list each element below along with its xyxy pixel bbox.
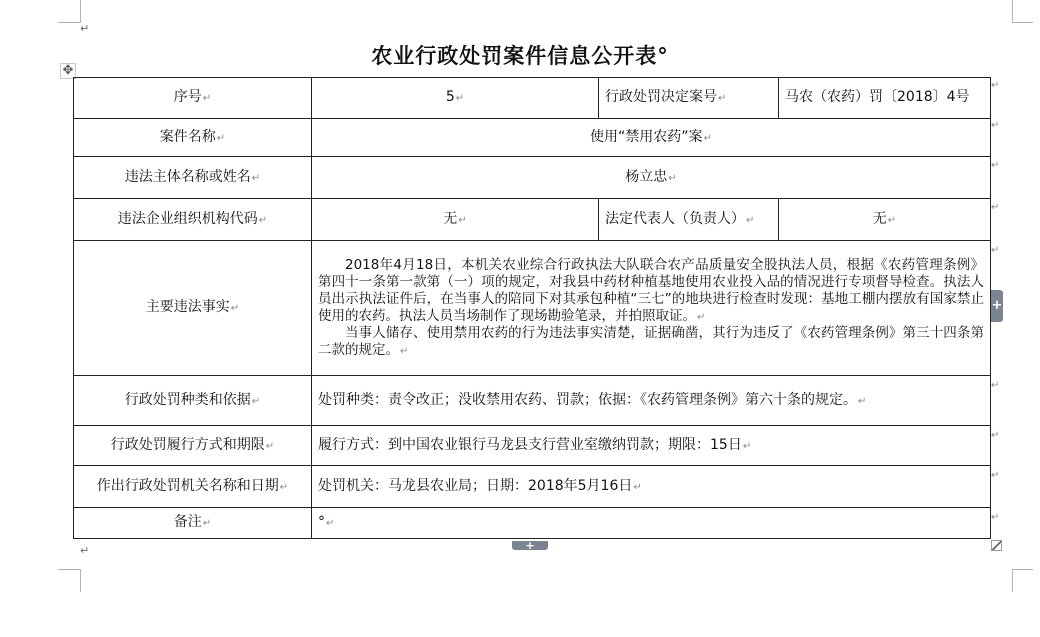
table-cell[interactable] — [599, 199, 779, 241]
cell-mark: ↵ — [668, 172, 677, 184]
cell-mark: ↵ — [251, 172, 261, 184]
row-end-mark: ↵ — [991, 80, 1000, 91]
page-corner-mark — [58, 0, 81, 23]
cell-mark: ↵ — [265, 440, 275, 452]
table-cell[interactable] — [599, 78, 779, 119]
remarks-value: ° — [318, 514, 325, 531]
authority-label: 作出行政处罚机关名称和日期 — [96, 477, 279, 494]
page-corner-mark — [1012, 0, 1033, 23]
case-name-label: 案件名称 — [159, 128, 216, 145]
facts-text: 当事人储存、使用禁用农药的行为违法事实清楚，证据确凿，其行为违反了《农药管理条例》第三十四条第二款的规定。 — [318, 324, 984, 358]
table-cell[interactable] — [312, 119, 991, 157]
row-end-mark: ↵ — [991, 160, 1000, 171]
table-cell[interactable] — [779, 78, 991, 119]
table-cell[interactable] — [312, 466, 991, 508]
table-row — [74, 376, 991, 426]
case-info-table — [73, 77, 991, 539]
serial-value: 5 — [445, 89, 455, 106]
authority-value: 处罚机关：马龙县农业局；日期：2018年5月16日 — [318, 477, 633, 494]
table-cell[interactable] — [779, 199, 991, 241]
table-row — [74, 241, 991, 376]
page-corner-mark — [58, 569, 81, 592]
paragraph-mark: ↵ — [80, 22, 90, 35]
table-cell[interactable] — [312, 426, 991, 466]
penalty-type-value: 处罚种类：责令改正；没收禁用农药、罚款；依据：《农药管理条例》第六十条的规定。 — [318, 391, 857, 408]
facts-text: 2018年4月18日，本机关农业综合行政执法大队联合农产品质量安全股执法人员，根据《农药管理条例》第四十一条第一款第（一）项的规定，对我县中药材种植基地使用农业投入品的情况进行专项督导检查。执法人员出示执法证件后，在当事人的陪同下对其承包种植“三七”的地块进行检查时发现：基地工棚内摆放有国家禁止使用的农药。执法人员当场制作了现场勘验笔录，并拍照取证。 — [318, 257, 984, 324]
table-cell[interactable] — [312, 241, 991, 376]
serial-label: 序号 — [173, 89, 202, 106]
cell-mark: ↵ — [703, 132, 712, 144]
cell-mark: ↵ — [326, 518, 335, 530]
table-cell[interactable] — [312, 78, 599, 119]
cell-mark: ↵ — [279, 481, 289, 493]
cell-mark: ↵ — [718, 93, 727, 105]
legal-rep-label: 法定代表人（负责人） — [605, 210, 745, 227]
table-cell[interactable] — [312, 376, 991, 426]
cell-mark: ↵ — [202, 518, 212, 530]
fulfillment-value: 履行方式：到中国农业银行马龙县支行营业室缴纳罚款；期限：15日 — [318, 436, 742, 453]
penalty-type-label: 行政处罚种类和依据 — [124, 391, 251, 408]
table-row — [74, 119, 991, 157]
table-move-handle-icon[interactable]: ✥ — [60, 63, 76, 79]
table-row — [74, 508, 991, 539]
table-cell[interactable] — [74, 157, 312, 199]
table-cell[interactable] — [312, 157, 991, 199]
legal-rep-value: 无 — [872, 210, 887, 227]
fulfillment-label: 行政处罚履行方式和期限 — [110, 436, 265, 453]
cell-mark: ↵ — [251, 395, 261, 407]
table-cell[interactable] — [74, 78, 312, 119]
table-cell[interactable] — [74, 508, 312, 539]
violator-name-label: 违法主体名称或姓名 — [124, 168, 251, 185]
row-end-mark: ↵ — [991, 512, 1000, 523]
cell-mark: ↵ — [633, 481, 642, 493]
table-resize-handle-icon[interactable] — [991, 540, 1002, 551]
row-end-mark: ↵ — [991, 245, 1000, 256]
cell-mark: ↵ — [746, 214, 755, 226]
case-name-value: 使用“禁用农药”案 — [590, 128, 703, 145]
cell-mark: ↵ — [458, 214, 467, 226]
document-title[interactable] — [0, 40, 1040, 70]
cell-mark: ↵ — [887, 214, 897, 226]
row-end-mark: ↵ — [991, 120, 1000, 131]
cell-mark: ↵ — [216, 132, 226, 144]
decision-number-value: 马农（农药）罚〔2018〕4号 — [785, 89, 970, 106]
cell-mark: ↵ — [230, 303, 240, 315]
paragraph-mark: ↵ — [80, 544, 90, 557]
violator-name-value: 杨立忠 — [625, 168, 668, 185]
title-mark: ° — [657, 44, 669, 68]
table-row — [74, 426, 991, 466]
org-code-value: 无 — [443, 210, 458, 227]
table-row — [74, 466, 991, 508]
decision-number-label: 行政处罚决定案号 — [605, 89, 717, 106]
cell-mark: ↵ — [202, 93, 212, 105]
row-end-mark: ↵ — [991, 202, 1000, 213]
table-row — [74, 157, 991, 199]
table-cell[interactable] — [312, 199, 599, 241]
row-end-mark: ↵ — [991, 430, 1000, 441]
cell-mark: ↵ — [258, 214, 268, 226]
remarks-label: 备注 — [173, 514, 202, 531]
table-row — [74, 78, 991, 119]
org-code-label: 违法企业组织机构代码 — [117, 210, 258, 227]
add-row-button[interactable]: + — [991, 290, 1003, 322]
cell-mark: ↵ — [742, 440, 752, 452]
table-cell[interactable] — [74, 466, 312, 508]
row-end-mark: ↵ — [991, 470, 1000, 481]
row-end-mark: ↵ — [991, 380, 1000, 391]
facts-paragraph — [318, 257, 984, 325]
cell-mark: ↵ — [400, 345, 409, 357]
title-text: 农业行政处罚案件信息公开表 — [371, 44, 658, 68]
table-cell[interactable] — [74, 376, 312, 426]
main-facts-label: 主要违法事实 — [145, 299, 230, 316]
cell-mark: ↵ — [858, 395, 867, 407]
cell-mark: ↵ — [455, 93, 465, 105]
facts-paragraph — [318, 325, 984, 359]
add-row-below-button[interactable]: + — [512, 541, 548, 550]
table-cell[interactable] — [74, 241, 312, 376]
cell-mark: ↵ — [697, 312, 706, 323]
table-cell[interactable] — [74, 119, 312, 157]
table-cell[interactable] — [312, 508, 991, 539]
table-cell[interactable] — [74, 426, 312, 466]
page-corner-mark — [1012, 569, 1033, 592]
table-cell[interactable] — [74, 199, 312, 241]
table-row — [74, 199, 991, 241]
